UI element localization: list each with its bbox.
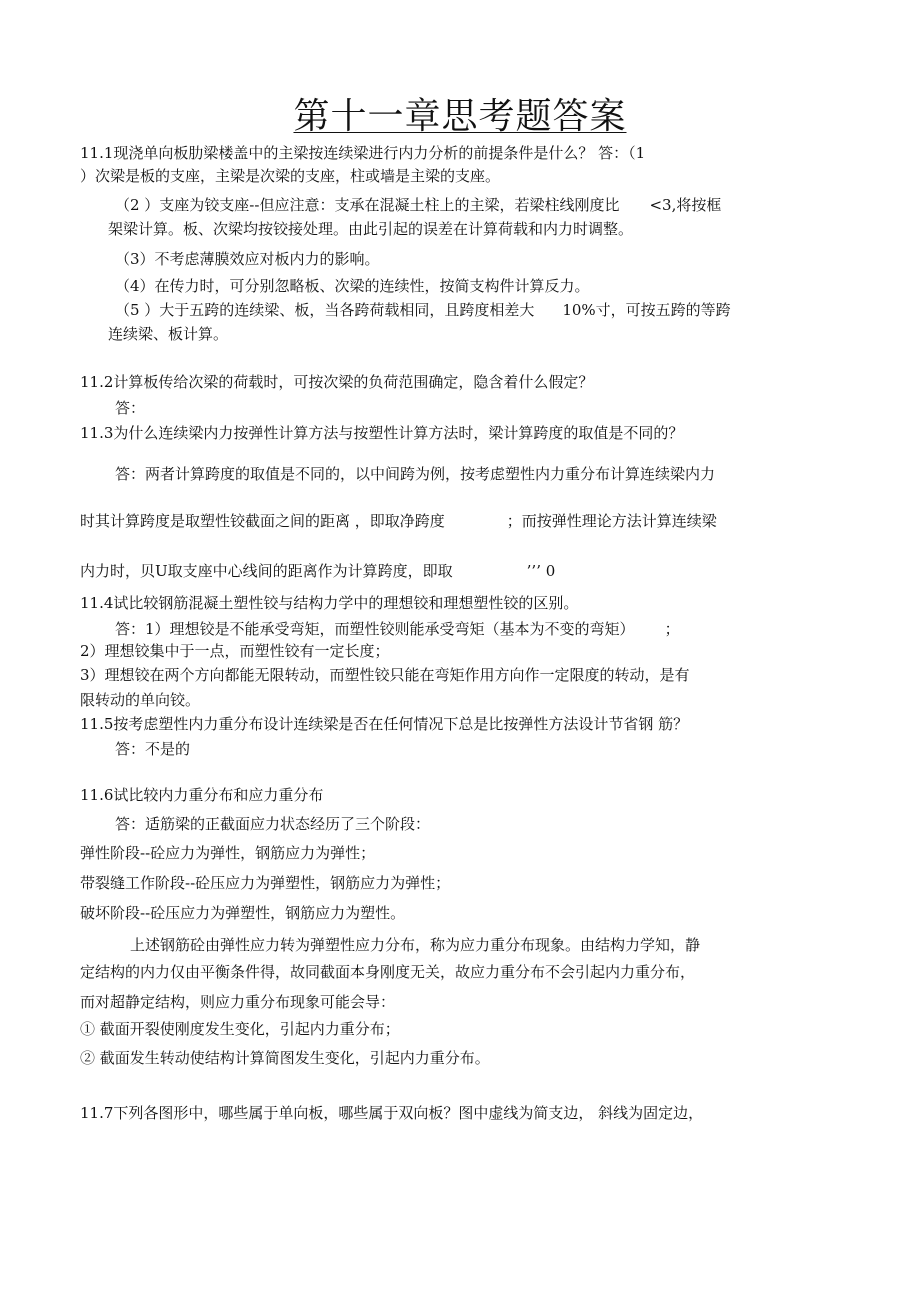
answer-line: ① 截面开裂使刚度发生变化，引起内力重分布；: [80, 1020, 400, 1038]
answer-line: 定结构的内力仅由平衡条件得，故同截面本身刚度无关，故应力重分布不会引起内力重分布，: [80, 963, 696, 981]
answer-line: 架梁计算。板、次梁均按铰接处理。由此引起的误差在计算荷载和内力时调整。: [108, 220, 634, 238]
answer-line: 2）理想铰集中于一点，而塑性铰有一定长度；: [80, 642, 390, 660]
answer-line: （4）在传力时，可分别忽略板、次梁的连续性，按简支构件计算反力。: [115, 277, 590, 295]
question-11-3: 11.3为什么连续梁内力按弹性计算方法与按塑性计算方法时，梁计算跨度的取值是不同的？: [80, 424, 684, 442]
answer-line: 答：两者计算跨度的取值是不同的，以中间跨为例，按考虑塑性内力重分布计算连续梁内力: [115, 465, 716, 483]
answer-line: ② 截面发生转动使结构计算简图发生变化，引起内力重分布。: [80, 1049, 490, 1067]
answer-line: 内力时，贝U取支座中心线间的距离作为计算跨度，即取 ’’’ 0: [80, 562, 556, 580]
answer-line: 连续梁、板计算。: [108, 325, 229, 343]
answer-line: 3）理想铰在两个方向都能无限转动，而塑性铰只能在弯矩作用方向作一定限度的转动，是有: [80, 666, 690, 684]
question-11-1: 11.1现浇单向板肋梁楼盖中的主梁按连续梁进行内力分析的前提条件是什么？ 答：（1: [80, 144, 646, 162]
answer-line: 破坏阶段--砼压应力为弹塑性，钢筋应力为塑性。: [80, 904, 406, 922]
page-title: 第十一章思考题答案: [293, 96, 627, 137]
answer-line: 时其计算跨度是取塑性铰截面之间的距离 ，即取净跨度 ；而按弹性理论方法计算连续梁: [80, 512, 717, 530]
answer-line: 上述钢筋砼由弹性应力转为弹塑性应力分布，称为应力重分布现象。由结构力学知，静: [130, 936, 701, 954]
question-11-7: 11.7下列各图形中，哪些属于单向板，哪些属于双向板？图中虚线为简支边， 斜线为固定边，: [80, 1104, 704, 1122]
answer-line: 限转动的单向铰。: [80, 691, 201, 709]
answer-line: 答：适筋梁的正截面应力状态经历了三个阶段：: [115, 815, 431, 833]
answer-line: 带裂缝工作阶段--砼压应力为弹塑性，钢筋应力为弹性；: [80, 874, 451, 892]
answer-line: （2 ）支座为铰支座--但应注意：支承在混凝土柱上的主梁，若梁柱线刚度比 <3,将按框: [115, 196, 722, 214]
answer-line: （3）不考虑薄膜效应对板内力的影响。: [115, 250, 380, 268]
answer-line: 答：不是的: [115, 740, 191, 758]
question-11-4: 11.4试比较钢筋混凝土塑性铰与结构力学中的理想铰和理想塑性铰的区别。: [80, 594, 579, 612]
answer-line: （5 ）大于五跨的连续梁、板，当各跨荷载相同，且跨度相差大 10%寸，可按五跨的等跨: [115, 301, 731, 319]
answer-line: 弹性阶段--砼应力为弹性，钢筋应力为弹性；: [80, 844, 376, 862]
answer-line: ）次梁是板的支座，主梁是次梁的支座，柱或墙是主梁的支座。: [80, 167, 501, 185]
question-11-5: 11.5按考虑塑性内力重分布设计连续梁是否在任何情况下总是比按弹性方法设计节省钢 筋？: [80, 715, 689, 733]
answer-line: 而对超静定结构，则应力重分布现象可能会导：: [80, 993, 396, 1011]
answer-line: 答：1）理想铰是不能承受弯矩，而塑性铰则能承受弯矩（基本为不变的弯矩） ；: [115, 620, 680, 638]
question-11-6: 11.6试比较内力重分布和应力重分布: [80, 786, 324, 804]
question-11-2: 11.2计算板传给次梁的荷载时，可按次梁的负荷范围确定，隐含着什么假定？: [80, 373, 594, 391]
answer-line: 答：: [115, 399, 146, 417]
